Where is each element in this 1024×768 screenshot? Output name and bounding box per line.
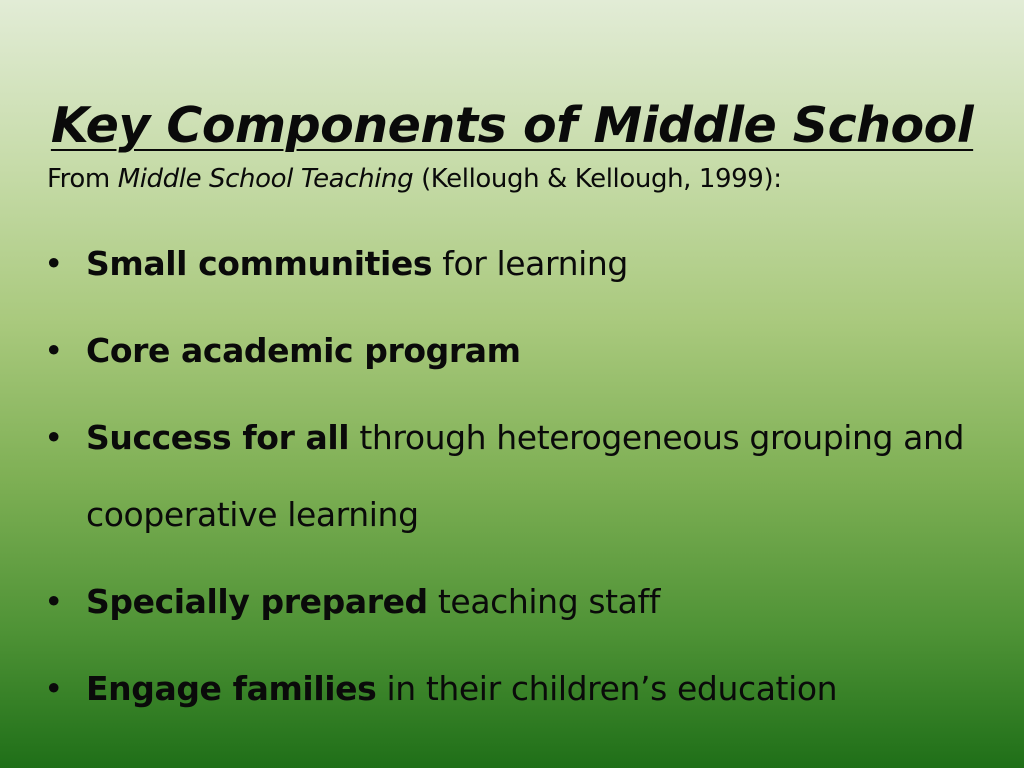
bullet-text: [86, 399, 984, 553]
source-prefix: From: [47, 164, 118, 194]
bullet-item: [44, 563, 984, 640]
bullet-rest-text: in their children’s education: [376, 669, 838, 708]
bullet-rest-text: teaching staff: [427, 582, 660, 621]
bullet-icon: •: [44, 331, 64, 370]
bullet-bold-text: Core academic program: [86, 331, 521, 370]
bullet-rest-text: for learning: [432, 244, 628, 283]
bullet-item: [44, 399, 984, 553]
source-citation-text: (Kellough & Kellough, 1999):: [413, 164, 782, 194]
bullet-text: [86, 225, 984, 302]
bullet-icon: •: [44, 582, 64, 621]
bullet-bold-text: Success for all: [86, 418, 350, 457]
bullet-text: [86, 563, 984, 640]
bullet-item: [44, 225, 984, 302]
slide-title: Key Components of Middle School: [50, 96, 974, 154]
source-book-title: Middle School Teaching: [117, 164, 414, 194]
bullet-bold-text: Specially prepared: [86, 582, 428, 621]
bullet-text: [86, 650, 984, 727]
bullet-rest-text: through heterogeneous grouping and cooperative learning: [86, 418, 965, 534]
bullet-item: [44, 312, 984, 389]
bullet-bold-text: Small communities: [86, 244, 433, 283]
bullet-text: [86, 312, 984, 389]
bullet-bold-text: Engage families: [86, 669, 377, 708]
bullet-icon: •: [44, 669, 64, 708]
bullet-icon: •: [44, 418, 64, 457]
bullet-icon: •: [44, 244, 64, 283]
bullet-item: [44, 650, 984, 727]
